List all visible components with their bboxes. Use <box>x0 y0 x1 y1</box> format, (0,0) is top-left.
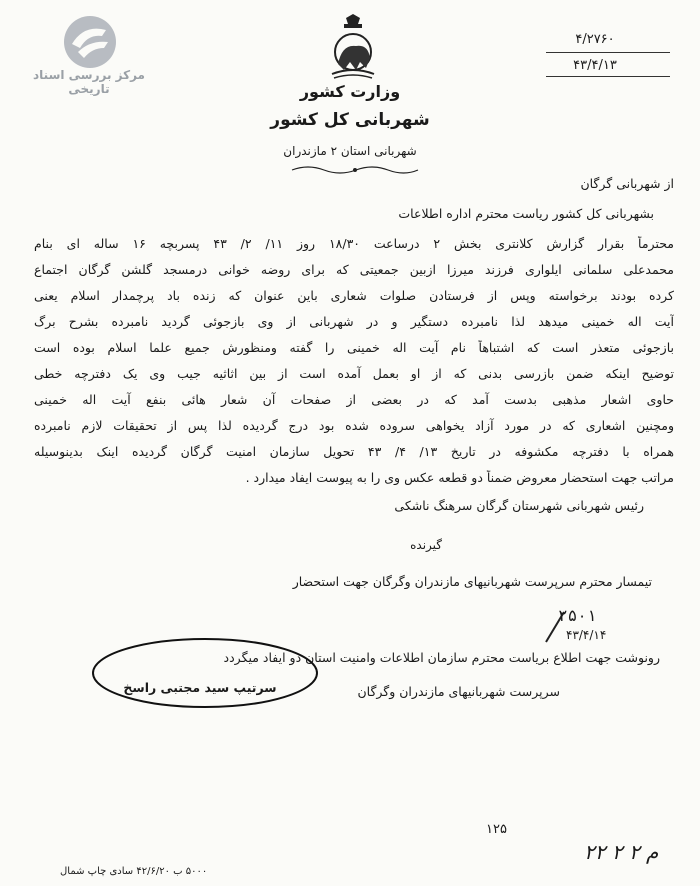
signature-line: رئیس شهربانی شهرستان گرگان سرهنگ ناشکی <box>394 498 644 513</box>
body-line: توضیح اینکه ضمن بازرسی بدنی که از او بعمل آمده است از بین اثاثیه جیب وی یک دفترچه خطی <box>34 366 674 381</box>
handwritten-note: ۲۲ م ۲ ۲ <box>584 840 659 864</box>
addressee-line: بشهربانی کل کشور ریاست محترم اداره اطلاعات <box>398 206 654 221</box>
body-line: ومچنین اشعاری که در مورد آزاد یخواهی سروده شده بود درج گردیده لذا پس از تحقیقات لازم نامبرده <box>34 418 674 433</box>
ministry-title: وزارت کشور <box>299 82 401 101</box>
body-line: بازجوئی متعذر است که اشتباهاً نام آیت اله خمینی را گفته ومنظورش جمیع علما اسلام بوده است <box>34 340 674 355</box>
cc-recipient: سرپرست شهربانیهای مازندران وگرگان <box>357 684 560 699</box>
body-line: محترماً بقرار گزارش کلانتری بخش ۲ درساعت ۱۸/۳۰ روز ۱۱/ ۲/ ۴۳ پسربچه ۱۶ ساله ای بنام <box>34 236 674 251</box>
handwritten-circle-icon <box>90 636 320 710</box>
reference-underline <box>546 52 670 53</box>
handwritten-note: ۱۲۵ <box>486 822 507 837</box>
from-line: از شهربانی گرگان <box>580 176 674 191</box>
body-line: مراتب جهت استحضار معروض ضمناً دو قطعه عکس وی را به پیوست ایفاد میدارد . <box>245 470 674 485</box>
archive-logo-icon <box>58 14 122 70</box>
body-line: حاوی اشعار مذهبی بدست آمد که در بعضی از صفحات آن شعار هائی بنفع آیت اله خمینی <box>34 392 674 407</box>
lion-and-sun-emblem-icon <box>326 14 380 82</box>
reference-number: ۴/۲۷۶۰ <box>575 32 615 47</box>
body-line: محمدعلی سلمانی ایلواری فرزند میرزا ازبین جمعیتی که برای روضه خوانی درمسجد گلشن گرگان اجتماع <box>34 262 674 277</box>
body-line: آیت اله خمینی میدهد لذا نامبرده دستگیر و در شهربانی از وی بازجوئی گردید نامبرده بشرح برگ <box>34 314 674 329</box>
province-title: شهربانی استان ۲ مازندران <box>283 144 417 158</box>
received-date: ۴۳/۴/۱۴ <box>566 628 607 642</box>
print-footer: ۵۰۰۰ ب ۴۲/۶/۲۰ سادی چاپ شمال <box>60 866 208 877</box>
header-ornament <box>290 164 420 176</box>
body-line: همراه با دفترچه مکشوفه در تاریخ ۱۳/ ۴/ ۴۳ تحویل سازمان امنیت گرگان گردیده اینک بدینوسیله <box>34 444 674 459</box>
cc-name: سرتیپ سید مجتبی راسخ <box>123 680 277 695</box>
cc-line: رونوشت جهت اطلاع بریاست محترم سازمان اطلاعات وامنیت استان دو ایفاد میگردد <box>223 650 660 665</box>
reference-date: ۴۳/۴/۱۳ <box>573 58 617 73</box>
recipient-label: گیرنده <box>410 538 442 552</box>
reference-underline <box>546 76 670 77</box>
received-number: ۲۵۰۱ <box>558 606 597 625</box>
recipient-line: تیمسار محترم سرپرست شهربانیهای مازندران وگرگان جهت استحضار <box>292 574 652 589</box>
police-title: شهربانی کل کشور <box>270 110 430 130</box>
watermark-text: مرکز بررسی اسناد تاریخی <box>33 68 145 96</box>
body-line: کرده بودند برخواسته وپس از فرستادن صلوات شعاری باین عنوان که زنده باد پرچمدار اسلام یعنی <box>34 288 674 303</box>
